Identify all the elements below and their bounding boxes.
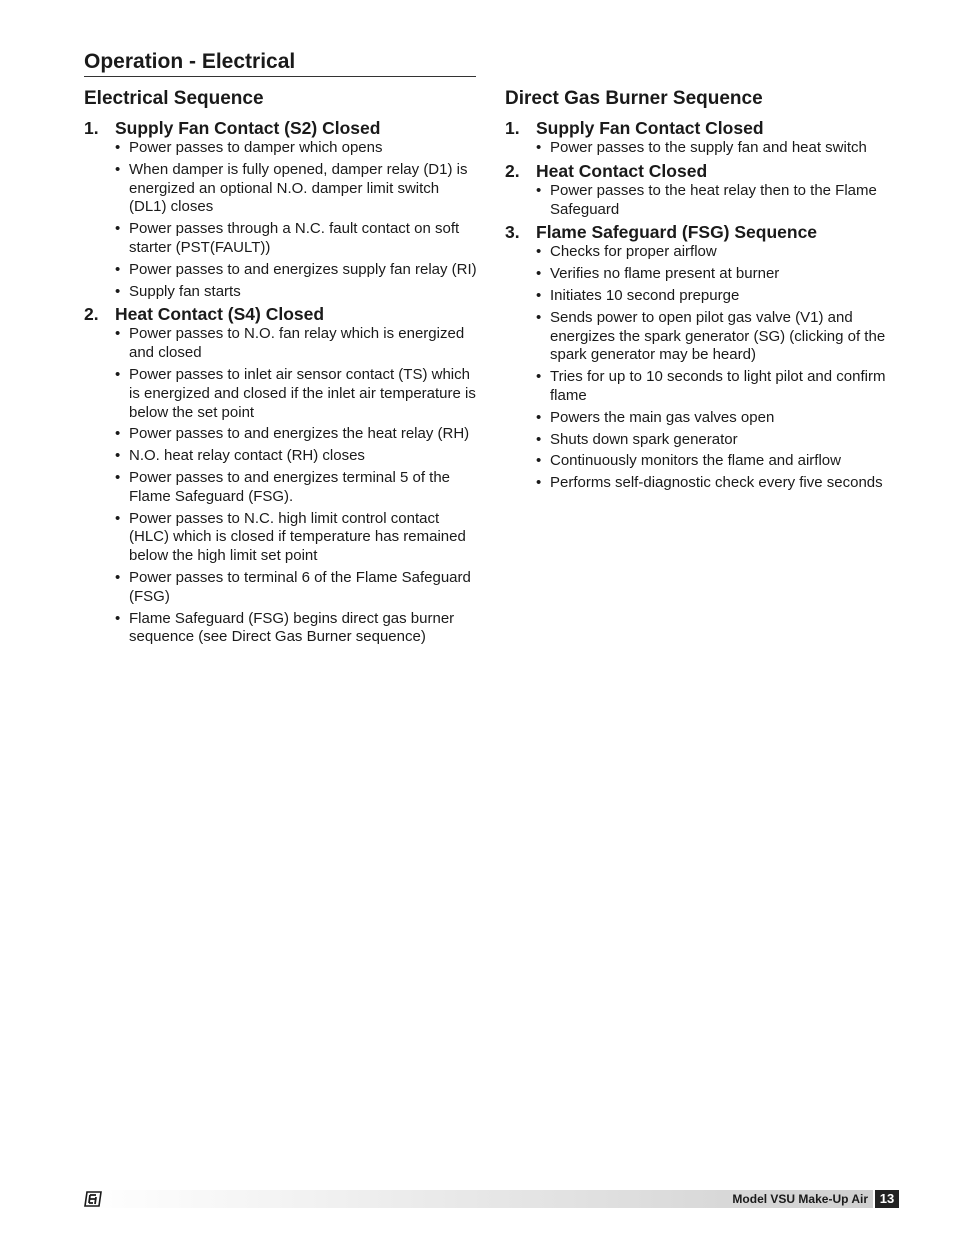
bullet-list — [115, 139, 479, 301]
list-item: • Supply fan starts — [115, 283, 479, 302]
list-item: • Tries for up to 10 seconds to light pilot and confirm flame — [536, 368, 905, 406]
greenheck-logo-icon — [84, 1191, 102, 1207]
list-item: • Power passes to and energizes terminal 5 of the Flame Safeguard (FSG). — [115, 469, 479, 507]
list-item: • Power passes to N.C. high limit control contact (HLC) which is closed if temperature has remained below the high limit set point — [115, 510, 479, 566]
page-number: 13 — [875, 1190, 899, 1208]
list-item: • Power passes to damper which opens — [115, 139, 479, 158]
step — [84, 304, 479, 647]
step — [505, 118, 905, 158]
list-item: • Power passes to and energizes supply fan relay (RI) — [115, 261, 479, 280]
page-title: Operation - Electrical — [84, 50, 476, 77]
list-item: • Shuts down spark generator — [536, 431, 905, 450]
step-number: 2. — [505, 160, 520, 181]
step-number: 1. — [505, 118, 520, 138]
direct-gas-burner-column — [505, 88, 905, 496]
bullet-list — [536, 139, 905, 158]
list-item: • Verifies no flame present at burner — [536, 265, 905, 284]
step-title: Heat Contact Closed — [536, 160, 708, 181]
list-item: • Power passes to the supply fan and heat switch — [536, 139, 905, 158]
bullet-list — [536, 243, 905, 493]
bullet-list — [115, 325, 479, 647]
step-title: Supply Fan Contact Closed — [536, 118, 764, 138]
step — [505, 222, 905, 493]
list-item: • Power passes to inlet air sensor contact (TS) which is energized and closed if the inlet air temperature is below the set point — [115, 366, 479, 422]
step-title: Heat Contact (S4) Closed — [115, 304, 325, 325]
step-number: 2. — [84, 304, 99, 325]
list-item: • Power passes to the heat relay then to the Flame Safeguard — [536, 182, 905, 220]
step-title: Supply Fan Contact (S2) Closed — [115, 118, 381, 138]
step — [84, 118, 479, 301]
section-title: Direct Gas Burner Sequence — [505, 88, 763, 109]
list-item: • Powers the main gas valves open — [536, 409, 905, 428]
electrical-sequence-column — [84, 88, 479, 650]
section-title: Electrical Sequence — [84, 88, 264, 109]
list-item: • Continuously monitors the flame and airflow — [536, 452, 905, 471]
list-item: • Sends power to open pilot gas valve (V1) and energizes the spark generator (SG) (clicking of the spark generator may be heard) — [536, 309, 905, 365]
step-number: 1. — [84, 118, 99, 138]
list-item: • When damper is fully opened, damper relay (D1) is energized an optional N.O. damper limit switch (DL1) closes — [115, 161, 479, 217]
bullet-list — [536, 182, 905, 220]
list-item: • Performs self-diagnostic check every five seconds — [536, 474, 905, 493]
step-number: 3. — [505, 222, 520, 243]
list-item: • Power passes to N.O. fan relay which is energized and closed — [115, 325, 479, 363]
list-item: • Initiates 10 second prepurge — [536, 287, 905, 306]
list-item: • N.O. heat relay contact (RH) closes — [115, 447, 479, 466]
list-item: • Power passes to terminal 6 of the Flame Safeguard (FSG) — [115, 569, 479, 607]
step — [505, 161, 905, 220]
list-item: • Checks for proper airflow — [536, 243, 905, 262]
footer-model: Model VSU Make-Up Air — [732, 1192, 868, 1206]
list-item: • Power passes through a N.C. fault contact on soft starter (PST(FAULT)) — [115, 220, 479, 258]
step-title: Flame Safeguard (FSG) Sequence — [536, 222, 818, 243]
list-item: • Flame Safeguard (FSG) begins direct gas burner sequence (see Direct Gas Burner sequence) — [115, 610, 479, 648]
list-item: • Power passes to and energizes the heat relay (RH) — [115, 425, 479, 444]
